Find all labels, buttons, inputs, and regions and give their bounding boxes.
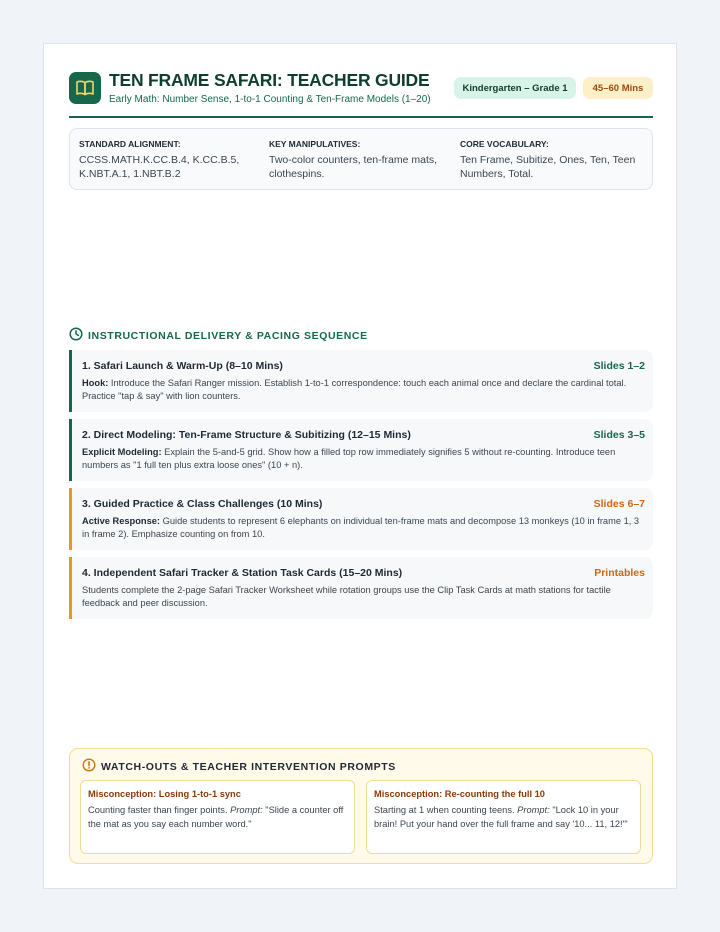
vocabulary-label: CORE VOCABULARY: — [460, 139, 549, 149]
step-tag: Slides 6–7 — [593, 498, 645, 510]
lesson-info-box — [69, 128, 653, 190]
misconception-body — [88, 803, 346, 831]
step-body — [82, 515, 641, 541]
step-card — [69, 488, 653, 550]
grade-badge: Kindergarten – Grade 1 — [454, 77, 576, 99]
manipulatives-label: KEY MANIPULATIVES: — [269, 139, 361, 149]
step-text: Explain the 5-and-5 grid. Show how a filled top row immediately signifies 5 without re-counting. Introduce teen numbers as "1 full ten plus extra loose ones" (10 + n). — [82, 447, 616, 470]
misconception-text: Counting faster than finger points. — [88, 805, 231, 815]
manipulatives-value: Two-color counters, ten-frame mats, clothespins. — [269, 154, 438, 180]
standards-value: CCSS.MATH.K.CC.B.4, K.CC.B.5, K.NBT.A.1, 1.NBT.B.2 — [79, 154, 240, 180]
misconception-text: Starting at 1 when counting teens. — [374, 805, 518, 815]
prompt-label: Prompt: — [230, 805, 263, 815]
step-title: 3. Guided Practice & Class Challenges (10 Mins) — [82, 498, 323, 510]
step-tag: Printables — [594, 567, 645, 579]
step-tag: Slides 1–2 — [593, 360, 645, 372]
step-text: Students complete the 2-page Safari Tracker Worksheet while rotation groups use the Clip Task Cards at math stations for tactile feedback and peer discussion. — [82, 585, 611, 608]
prompt-text: "Slide a counter off the mat as you say each number word." — [88, 805, 344, 829]
watchouts-heading — [82, 759, 396, 775]
step-text: Guide students to represent 6 elephants on individual ten-frame mats and decompose 13 monkeys (10 in frame 1, 3 in frame 2). Emphasize counting on from 10. — [82, 516, 640, 539]
manipulatives-column — [269, 139, 449, 181]
teacher-guide-page — [43, 43, 677, 889]
page-subtitle: Early Math: Number Sense, 1-to-1 Counting & Ten-Frame Models (1–20) — [109, 94, 431, 105]
standards-column — [79, 139, 259, 181]
misconception-title: Misconception: Re-counting the full 10 — [374, 789, 545, 799]
watchouts-heading-text: WATCH-OUTS & TEACHER INTERVENTION PROMPTS — [101, 761, 396, 773]
misconception-card — [366, 780, 641, 854]
standards-label: STANDARD ALIGNMENT: — [79, 139, 181, 149]
misconception-title: Misconception: Losing 1-to-1 sync — [88, 789, 241, 799]
duration-badge: 45–60 Mins — [583, 77, 653, 99]
sequence-heading-text: INSTRUCTIONAL DELIVERY & PACING SEQUENCE — [88, 330, 368, 342]
prompt-label: Prompt: — [517, 805, 550, 815]
clock-icon — [69, 327, 83, 346]
step-body — [82, 584, 641, 610]
step-card — [69, 419, 653, 481]
guide-header — [69, 70, 653, 118]
misconception-card — [80, 780, 355, 854]
vocabulary-column — [460, 139, 640, 181]
vocabulary-value: Ten Frame, Subitize, Ones, Ten, Teen Numbers, Total. — [460, 154, 636, 180]
prompt-text: "Lock 10 in your brain! Put your hand over the full frame and say '10... 11, 12!'" — [374, 805, 628, 829]
step-lead: Active Response: — [82, 516, 161, 526]
sequence-heading — [69, 328, 368, 344]
step-lead: Explicit Modeling: — [82, 447, 162, 457]
step-tag: Slides 3–5 — [593, 429, 645, 441]
step-card — [69, 350, 653, 412]
watchouts-box — [69, 748, 653, 864]
alert-icon — [82, 758, 96, 777]
step-title: 1. Safari Launch & Warm-Up (8–10 Mins) — [82, 360, 283, 372]
step-body — [82, 377, 641, 403]
step-title: 4. Independent Safari Tracker & Station Task Cards (15–20 Mins) — [82, 567, 403, 579]
step-body — [82, 446, 641, 472]
step-card — [69, 557, 653, 619]
step-text: Introduce the Safari Ranger mission. Establish 1-to-1 correspondence: touch each animal once and declare the cardinal total. Practice "tap & say" with lion counters. — [82, 378, 627, 401]
page-title: TEN FRAME SAFARI: TEACHER GUIDE — [109, 70, 430, 90]
misconception-body — [374, 803, 632, 831]
book-icon — [69, 72, 101, 104]
step-title: 2. Direct Modeling: Ten-Frame Structure & Subitizing (12–15 Mins) — [82, 429, 411, 441]
step-lead: Hook: — [82, 378, 109, 388]
